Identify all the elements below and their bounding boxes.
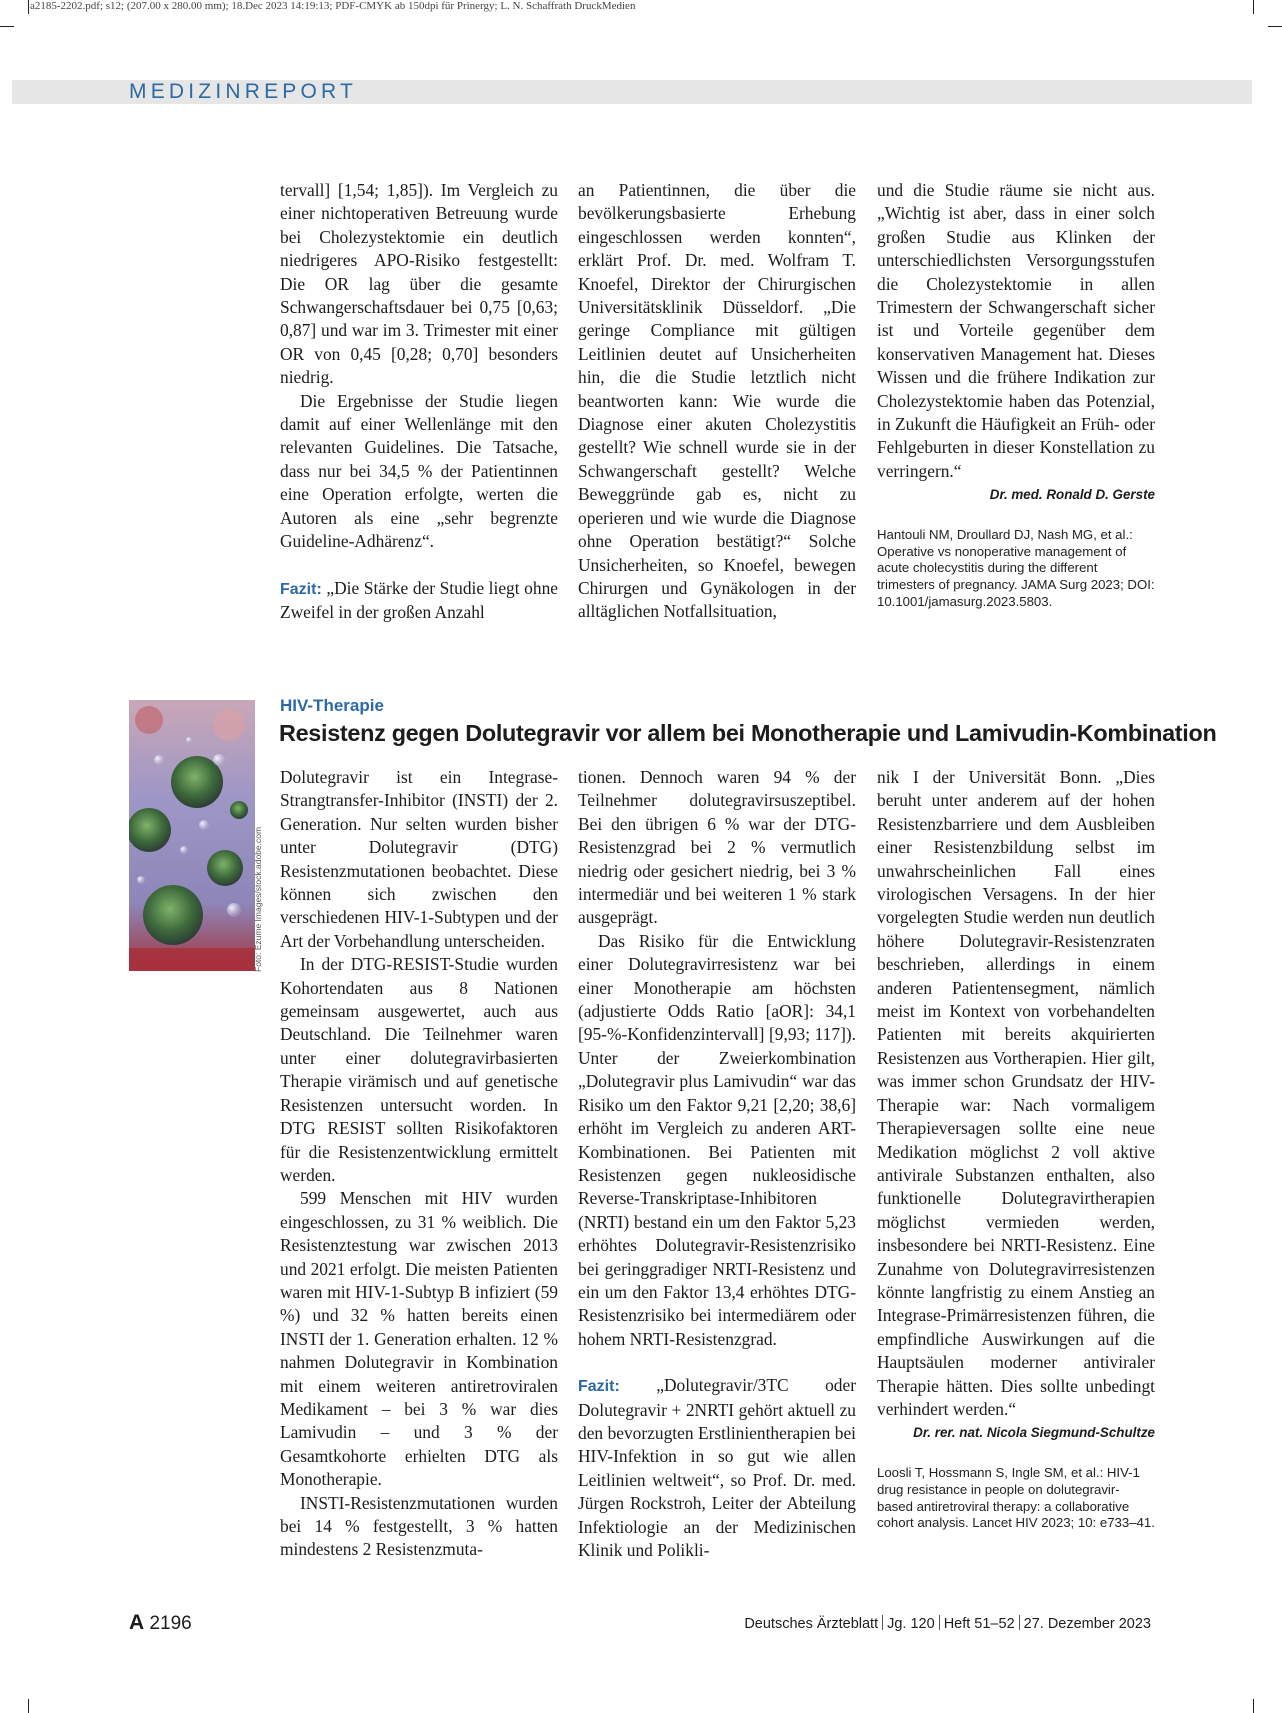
crop-mark bbox=[1253, 1699, 1254, 1713]
paragraph: tionen. Dennoch waren 94 % der Teilnehmer dolutegravirsuszeptibel. Bei den übrigen 6 % war der DTG-Resistenzgrad bei 2 % vermutlich niedrig oder gesichert niedrig, bei 3 % intermediär und bei weiteren 1 % stark ausgeprägt. bbox=[578, 767, 856, 928]
paragraph: In der DTG-RESIST-Studie wurden Kohortendaten aus 8 Nationen gemeinsam ausgewertet, auch aus Deutschland. Die Teilnehmer waren unter einer dolutegravirbasierten Therapie virämisch und auf genetische Resistenzen untersucht worden. In DTG RESIST sollten Risikofaktoren für die Resistenzentwicklung ermittelt werden. bbox=[280, 954, 558, 1185]
article1-column-1 bbox=[280, 179, 558, 624]
fazit-label: Fazit: bbox=[578, 1378, 620, 1396]
fazit-text: „Die Stärke der Studie liegt ohne Zweifel in der großen Anzahl bbox=[280, 577, 558, 622]
article1-column-3 bbox=[877, 179, 1155, 610]
paragraph: 599 Menschen mit HIV wurden eingeschlossen, zu 31 % weiblich. Die Resistenztestung war zwischen 2013 und 2021 erfolgt. Die meisten Patienten waren mit HIV-1-Subtyp B infiziert (59 %) und 32 % hatten bereits einen INSTI der 1. Generation erhalten. 12 % nahmen Dolutegravir in Kombination mit einem weiteren antiretroviralen Medikament – bei 3 % war dies Lamivudin – und 3 % der Gesamtkohorte erhielten DTG als Monotherapie. bbox=[280, 1188, 558, 1490]
page-number bbox=[129, 1611, 192, 1635]
article2-column-2 bbox=[578, 766, 856, 1562]
paragraph: Dolutegravir ist ein Integrase-Strangtransfer-Inhibitor (INSTI) der 2. Generation. Nur selten wurden bisher unter Dolutegravir (DTG) Resistenzmutationen beobachtet. Diese können sich zwischen den verschiedenen HIV-1-Subtypen und der Art der Vorbehandlung unterscheiden. bbox=[280, 767, 558, 951]
crop-mark bbox=[0, 26, 14, 27]
issue: Heft 51–52 bbox=[943, 1616, 1015, 1632]
fazit-label: Fazit: bbox=[280, 580, 322, 598]
photo-credit: Foto: Ezume Images/stock.adobe.com bbox=[253, 826, 263, 972]
page-number-value: 2196 bbox=[149, 1613, 192, 1634]
paragraph: Die Ergebnisse der Studie liegen damit auf einer Wellenlänge mit den relevanten Guidelines. Die Tatsache, dass nur bei 34,5 % der Patientinnen eine Operation erfolgte, werten die Autoren als eine „sehr begrenzte Guideline-Adhärenz“. bbox=[280, 390, 558, 552]
article1-column-2 bbox=[578, 179, 856, 624]
crop-mark bbox=[1253, 0, 1254, 14]
paragraph: an Patientinnen, die über die bevölkerungsbasierte Erhebung eingeschlossen werden konnten“, erklärt Prof. Dr. med. Wolfram T. Knoefel, Direktor der Chirurgischen Universitätsklinik Düsseldorf. „Die geringe Compliance mit gültigen Leitlinien deutet auf Unsicherheiten hin, die die Studie letztlich nicht beantworten kann: Wie wurde die Diagnose einer akuten Cholezystitis gestellt? Wie schnell wurde sie in der Schwangerschaft gestellt? Welche Beweggründe gab es, nicht zu operieren und wie wurde die Diagnose ohne Operation bestätigt?“ Solche Unsicherheiten, so Knoefel, bewegen Chirurgen und Gynäkologen in der alltäglichen Notfallsituation, bbox=[578, 180, 856, 622]
author-byline: Dr. rer. nat. Nicola Siegmund-Schultze bbox=[913, 1425, 1155, 1441]
article2-column-1 bbox=[280, 766, 558, 1562]
paragraph: INSTI-Resistenzmutationen wurden bei 14 % festgestellt, 3 % hatten mindestens 2 Resistenzmuta- bbox=[280, 1492, 558, 1560]
issue-date: 27. Dezember 2023 bbox=[1023, 1616, 1151, 1632]
article-headline: Resistenz gegen Dolutegravir vor allem bei Monotherapie und Lamivudin-Kombination bbox=[279, 720, 1217, 746]
virus-photo bbox=[129, 700, 255, 971]
crop-mark bbox=[28, 1699, 29, 1713]
volume: Jg. 120 bbox=[887, 1616, 935, 1632]
print-info: a2185-2202.pdf; s12; (207.00 x 280.00 mm); 18.Dec 2023 14:19:13; PDF-CMYK ab 150dpi für Prinergy; L. N. Schaffrath DruckMedien bbox=[30, 0, 636, 12]
paragraph: tervall] [1,54; 1,85]). Im Vergleich zu einer nichtoperativen Betreuung wurde bei Cholezystektomie ein deutlich niedrigeres APO-Risiko festgestellt: Die OR lag über die gesamte Schwangerschaftsdauer bei 0,75 [0,63; 0,87] und war im 3. Trimester mit einer OR von 0,45 [0,28; 0,70] besonders niedrig. bbox=[280, 180, 558, 388]
article2-column-3 bbox=[877, 766, 1155, 1532]
paragraph: Das Risiko für die Entwicklung einer Dolutegravirresistenz war bei einer Monotherapie am höchsten (adjustierte Odds Ratio [aOR]: 34,1 [95-%-Konfidenzintervall] [9,93; 117]). Unter der Zweierkombination „Dolutegravir plus Lamivudin“ war das Risiko um den Faktor 9,21 [2,20; 38,6] erhöht im Vergleich zu anderen ART-Kombinationen. Bei Patienten mit Resistenzen gegen nukleosidische Reverse-Transkriptase-Inhibitoren (NRTI) bestand ein um den Faktor 5,23 erhöhtes Dolutegravir-Resistenzrisiko bei geringgradiger NRTI-Resistenz und ein um den Faktor 13,4 erhöhtes DTG-Resistenzrisiko bei intermediärem oder hohem NRTI-Resistenzgrad. bbox=[578, 930, 856, 1349]
separator bbox=[1019, 1615, 1020, 1630]
fazit-paragraph bbox=[578, 1374, 856, 1562]
author-byline: Dr. med. Ronald D. Gerste bbox=[989, 487, 1155, 503]
journal-name: Deutsches Ärzteblatt bbox=[744, 1616, 879, 1632]
paragraph: nik I der Universität Bonn. „Dies beruht unter anderem auf der hohen Resistenzbarriere und dem Ausbleiben einer Resistenzbildung selbst im unwahrscheinlichen Fall eines virologischen Versagens. In der hier vorgelegten Studie werden nun deutlich höhere Dolutegravir-Resistenzraten beschrieben, allerdings in einem anderen Patientensegment, nämlich meist im Kontext von vorbehandelten Patienten mit bereits akquirierten Resistenzen aus Vortherapien. Hier gilt, was immer schon Grundsatz der HIV-Therapie war: Nach vormaligem Therapieversagen sollte eine neue Medikation möglichst 2 voll aktive antivirale Substanzen enthalten, also funktionelle Dolutegravirtherapien möglichst vermieden werden, insbesondere bei NRTI-Resistenz. Eine Zunahme von Dolutegravirresistenzen könnte langfristig zu einem Anstieg an Integrase-Primärresistenzen führen, die empfindliche Auswirkungen auf die Hauptsäulen moderner antiviraler Therapie hätten. Dies sollte unbedingt verhindert werden.“ bbox=[877, 767, 1155, 1419]
footer-meta bbox=[744, 1615, 1151, 1632]
paragraph: und die Studie räume sie nicht aus. „Wichtig ist aber, dass in einer solch großen Studie aus Klinken der unterschiedlichsten Versorgungsstufen die Cholezystektomie in allen Trimestern der Schwangerschaft sicher ist und Vorteile gegenüber dem konservativen Management hat. Dieses Wissen und die frühere Indikation zur Cholezystektomie haben das Potenzial, in Zukunft die Häufigkeit an Früh- oder Fehlgeburten in dieser Konstellation zu verringern.“ bbox=[877, 180, 1155, 481]
reference: Hantouli NM, Droullard DJ, Nash MG, et al.: Operative vs nonoperative management of acute cholecystitis during the different trimesters of pregnancy. JAMA Surg 2023; DOI: 10.1001/jamasurg.2023.5803. bbox=[877, 527, 1155, 609]
separator bbox=[939, 1615, 940, 1630]
fazit-text: „Dolutegravir/3TC oder Dolutegravir + 2NRTI gehört aktuell zu den bevorzugten Erstlinientherapien bei HIV-Infektion in so gut wie allen Leitlinien weltweit“, so Prof. Dr. med. Jürgen Rockstroh, Leiter der Abteilung Infektiologie an der Medizinischen Klinik und Polikli- bbox=[578, 1375, 856, 1560]
separator bbox=[882, 1615, 883, 1630]
fazit-paragraph bbox=[280, 577, 558, 625]
section-label: MEDIZINREPORT bbox=[129, 80, 358, 103]
crop-mark bbox=[1268, 26, 1282, 27]
page-prefix: A bbox=[129, 1611, 145, 1634]
reference: Loosli T, Hossmann S, Ingle SM, et al.: HIV-1 drug resistance in people on dolutegravir-based antiretroviral therapy: a collaborative cohort analysis. Lancet HIV 2023; 10: e733–41. bbox=[877, 1465, 1155, 1531]
crop-mark bbox=[28, 0, 29, 14]
article-kicker: HIV-Therapie bbox=[280, 696, 384, 715]
